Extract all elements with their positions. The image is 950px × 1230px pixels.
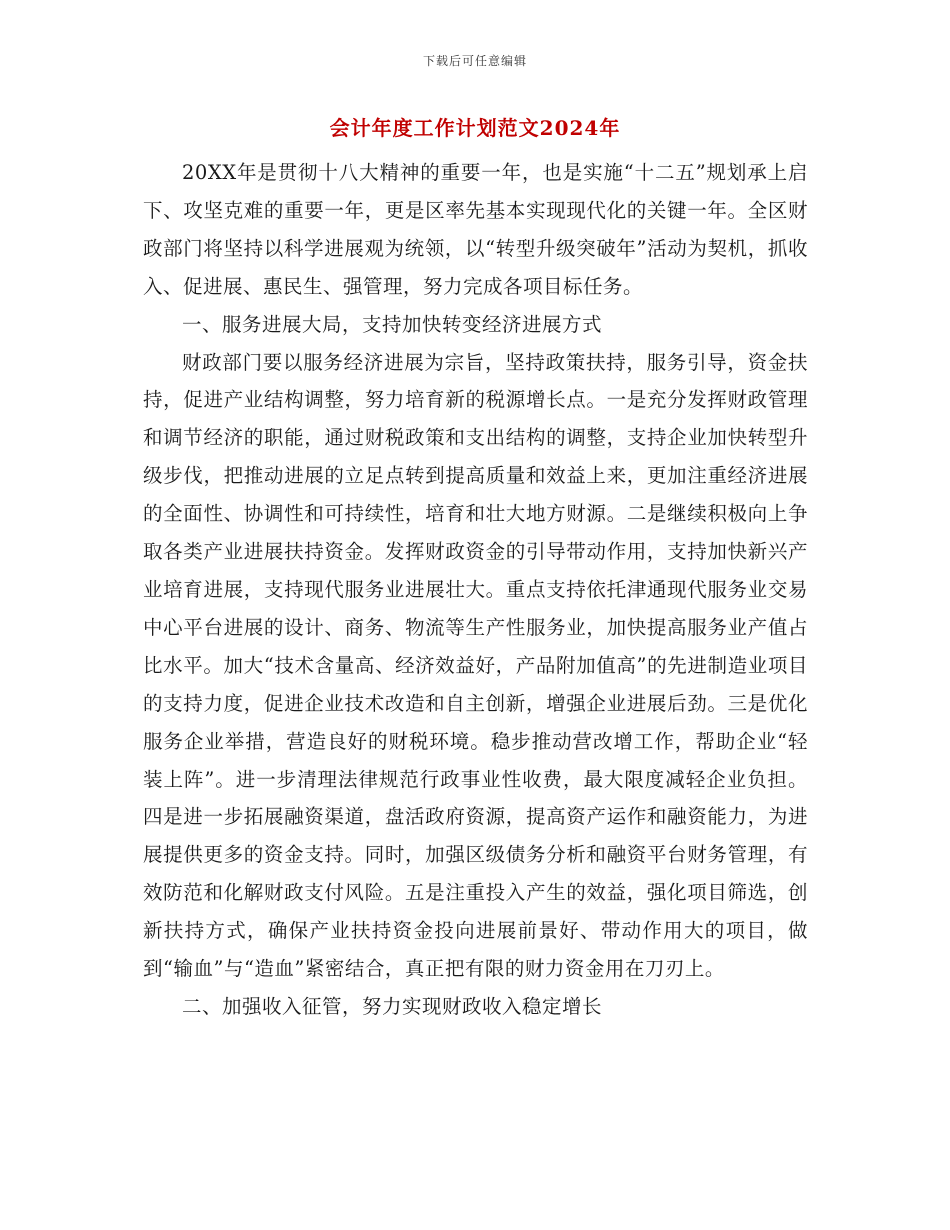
page-header-note: 下载后可任意编辑 (422, 54, 527, 68)
section-1-paragraph: 财政部门要以服务经济进展为宗旨，坚持政策扶持，服务引导，资金扶持，促进产业结构调整，努力培育新的税源增长点。一是充分发挥财政管理和调节经济的职能，通过财税政策和支出结构的调整，支持企业加快转型升级步伐，把推动进展的立足点转到提高质量和效益上来，更加注重经济进展的全面性、协调性和可持续性，培育和壮大地方财源。二是继续积极向上争取各类产业进展扶持资金。发挥财政资金的引导带动作用，支持加快新兴产业培育进展，支持现代服务业进展壮大。重点支持依托津通现代服务业交易中心平台进展的设计、商务、物流等生产性服务业，加快提高服务业产值占比水平。加大“技术含量高、经济效益好，产品附加值高”的先进制造业项目的支持力度，促进企业技术改造和自主创新，增强企业进展后劲。三是优化服务企业举措，营造良好的财税环境。稳步推动营改增工作，帮助企业“轻装上阵”。进一步清理法律规范行政事业性收费，最大限度减轻企业负担。四是进一步拓展融资渠道，盘活政府资源，提高资产运作和融资能力，为进展提供更多的资金支持。同时，加强区级债务分析和融资平台财务管理，有效防范和化解财政支付风险。五是注重投入产生的效益，强化项目筛选，创新扶持方式，确保产业扶持资金投向进展前景好、带动作用大的项目，做到“输血”与“造血”紧密结合，真正把有限的财力资金用在刀刃上。 (143, 350, 808, 981)
document-title: 会计年度工作计划范文2024年 (329, 116, 621, 140)
intro-paragraph: 20XX年是贯彻十八大精神的重要一年，也是实施“十二五”规划承上启下、攻坚克难的重要一年，更是区率先基本实现现代化的关键一年。全区财政部门将坚持以科学进展观为统领，以“转型升级突破年”活动为契机，抓收入、促进展、惠民生、强管理，努力完成各项目标任务。 (143, 161, 808, 298)
section-heading-2: 二、加强收入征管，努力实现财政收入稳定增长 (182, 994, 603, 1018)
document-body (143, 154, 808, 1026)
section-heading-1: 一、服务进展大局，支持加快转变经济进展方式 (182, 312, 603, 336)
